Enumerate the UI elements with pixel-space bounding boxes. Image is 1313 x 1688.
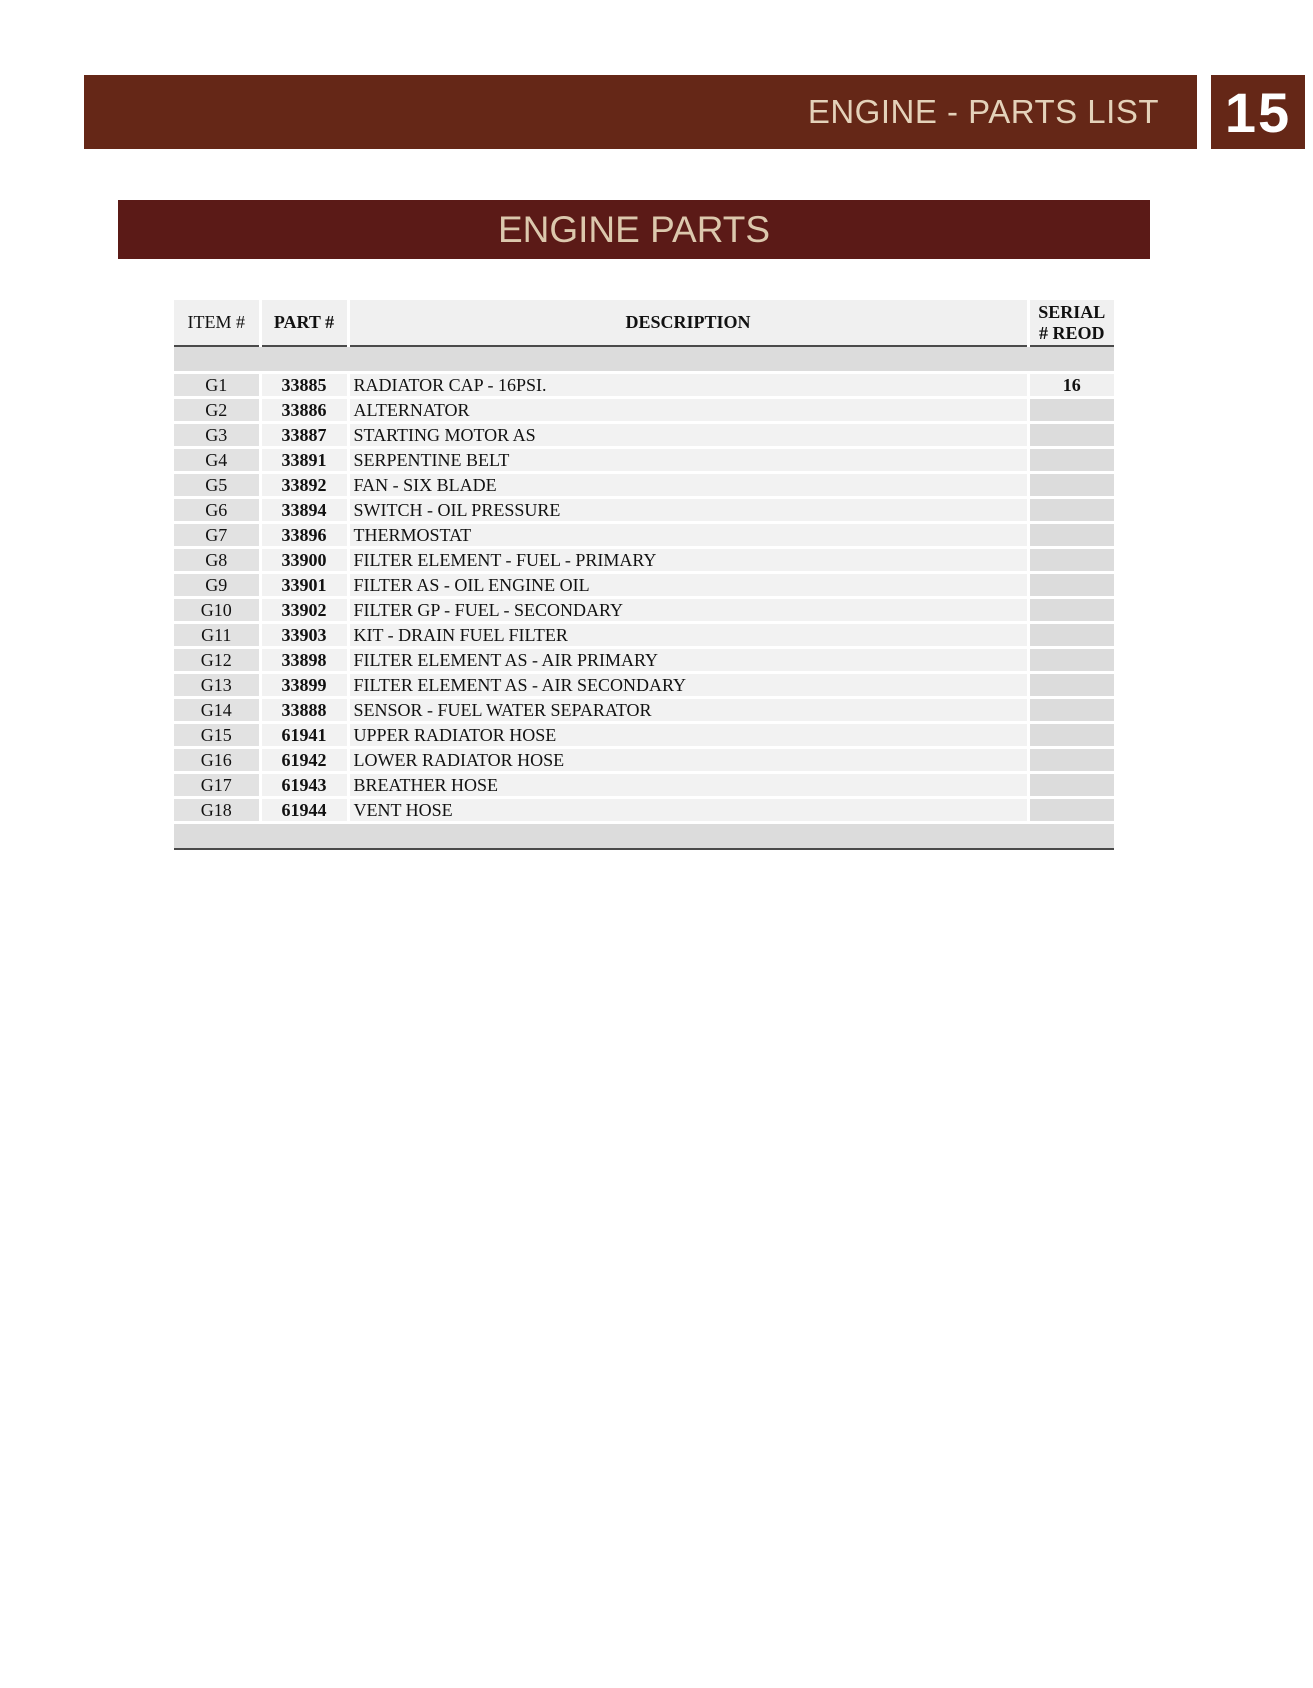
- serial-cell: 16: [1028, 373, 1114, 398]
- description-cell: SENSOR - FUEL WATER SEPARATOR: [348, 698, 1028, 723]
- description-cell: SERPENTINE BELT: [348, 448, 1028, 473]
- table-body: [174, 373, 1114, 823]
- part-number-cell: 33892: [260, 473, 348, 498]
- part-number-cell: 33891: [260, 448, 348, 473]
- serial-cell: [1028, 698, 1114, 723]
- description-cell: FILTER AS - OIL ENGINE OIL: [348, 573, 1028, 598]
- serial-cell: [1028, 673, 1114, 698]
- description-cell: FILTER ELEMENT AS - AIR PRIMARY: [348, 648, 1028, 673]
- table-row: [174, 798, 1114, 823]
- parts-table: [174, 300, 1114, 850]
- item-cell: G10: [174, 598, 260, 623]
- header-bar: [84, 75, 1197, 149]
- part-number-cell: 33899: [260, 673, 348, 698]
- section-title: ENGINE PARTS: [497, 208, 771, 250]
- serial-cell: [1028, 748, 1114, 773]
- table-row: [174, 698, 1114, 723]
- serial-cell: [1028, 723, 1114, 748]
- serial-cell: [1028, 423, 1114, 448]
- header-title: ENGINE - PARTS LIST: [807, 93, 1159, 130]
- part-number-cell: 61942: [260, 748, 348, 773]
- item-cell: G3: [174, 423, 260, 448]
- item-cell: G15: [174, 723, 260, 748]
- description-cell: SWITCH - OIL PRESSURE: [348, 498, 1028, 523]
- table-row: [174, 398, 1114, 423]
- table-row: [174, 523, 1114, 548]
- item-cell: G17: [174, 773, 260, 798]
- item-cell: G4: [174, 448, 260, 473]
- table-header-row: [174, 300, 1114, 346]
- page-number-box: [1211, 75, 1305, 149]
- serial-cell: [1028, 798, 1114, 823]
- parts-table-container: [174, 300, 1114, 850]
- header-description: DESCRIPTION: [348, 300, 1028, 346]
- part-number-cell: 33888: [260, 698, 348, 723]
- table-row: [174, 373, 1114, 398]
- part-number-cell: 33898: [260, 648, 348, 673]
- part-number-cell: 33887: [260, 423, 348, 448]
- item-cell: G2: [174, 398, 260, 423]
- description-cell: RADIATOR CAP - 16PSI.: [348, 373, 1028, 398]
- table-row: [174, 598, 1114, 623]
- table-row: [174, 473, 1114, 498]
- serial-cell: [1028, 598, 1114, 623]
- table-row: [174, 648, 1114, 673]
- item-cell: G14: [174, 698, 260, 723]
- description-cell: ALTERNATOR: [348, 398, 1028, 423]
- table-row: [174, 723, 1114, 748]
- spacer-row: [174, 346, 1114, 373]
- item-cell: G1: [174, 373, 260, 398]
- header-item: ITEM #: [174, 300, 260, 346]
- table-row: [174, 573, 1114, 598]
- part-number-cell: 33885: [260, 373, 348, 398]
- part-number-cell: 61944: [260, 798, 348, 823]
- table-row: [174, 448, 1114, 473]
- part-number-cell: 33886: [260, 398, 348, 423]
- description-cell: BREATHER HOSE: [348, 773, 1028, 798]
- item-cell: G11: [174, 623, 260, 648]
- serial-cell: [1028, 623, 1114, 648]
- section-bar: [118, 200, 1150, 259]
- description-cell: FILTER GP - FUEL - SECONDARY: [348, 598, 1028, 623]
- part-number-cell: 33902: [260, 598, 348, 623]
- page-number: 15: [1224, 80, 1292, 144]
- table-row: [174, 748, 1114, 773]
- serial-cell: [1028, 523, 1114, 548]
- serial-cell: [1028, 773, 1114, 798]
- part-number-cell: 33894: [260, 498, 348, 523]
- serial-cell: [1028, 573, 1114, 598]
- footer-row: [174, 823, 1114, 850]
- description-cell: FILTER ELEMENT AS - AIR SECONDARY: [348, 673, 1028, 698]
- part-number-cell: 33903: [260, 623, 348, 648]
- table-row: [174, 423, 1114, 448]
- header-serial-line2: # REOD: [1038, 322, 1105, 343]
- part-number-cell: 61941: [260, 723, 348, 748]
- item-cell: G12: [174, 648, 260, 673]
- description-cell: VENT HOSE: [348, 798, 1028, 823]
- serial-cell: [1028, 498, 1114, 523]
- item-cell: G9: [174, 573, 260, 598]
- description-cell: UPPER RADIATOR HOSE: [348, 723, 1028, 748]
- serial-cell: [1028, 448, 1114, 473]
- header-part: PART #: [260, 300, 348, 346]
- table-row: [174, 548, 1114, 573]
- serial-cell: [1028, 648, 1114, 673]
- part-number-cell: 33896: [260, 523, 348, 548]
- description-cell: THERMOSTAT: [348, 523, 1028, 548]
- description-cell: STARTING MOTOR AS: [348, 423, 1028, 448]
- table-row: [174, 773, 1114, 798]
- serial-cell: [1028, 473, 1114, 498]
- part-number-cell: 33901: [260, 573, 348, 598]
- item-cell: G18: [174, 798, 260, 823]
- item-cell: G7: [174, 523, 260, 548]
- part-number-cell: 33900: [260, 548, 348, 573]
- item-cell: G8: [174, 548, 260, 573]
- item-cell: G5: [174, 473, 260, 498]
- description-cell: FAN - SIX BLADE: [348, 473, 1028, 498]
- item-cell: G16: [174, 748, 260, 773]
- table-row: [174, 673, 1114, 698]
- table-row: [174, 623, 1114, 648]
- description-cell: LOWER RADIATOR HOSE: [348, 748, 1028, 773]
- header-serial-line1: SERIAL: [1038, 301, 1106, 322]
- part-number-cell: 61943: [260, 773, 348, 798]
- description-cell: FILTER ELEMENT - FUEL - PRIMARY: [348, 548, 1028, 573]
- item-cell: G6: [174, 498, 260, 523]
- header-serial: [1028, 300, 1114, 346]
- table-row: [174, 498, 1114, 523]
- serial-cell: [1028, 548, 1114, 573]
- serial-cell: [1028, 398, 1114, 423]
- item-cell: G13: [174, 673, 260, 698]
- description-cell: KIT - DRAIN FUEL FILTER: [348, 623, 1028, 648]
